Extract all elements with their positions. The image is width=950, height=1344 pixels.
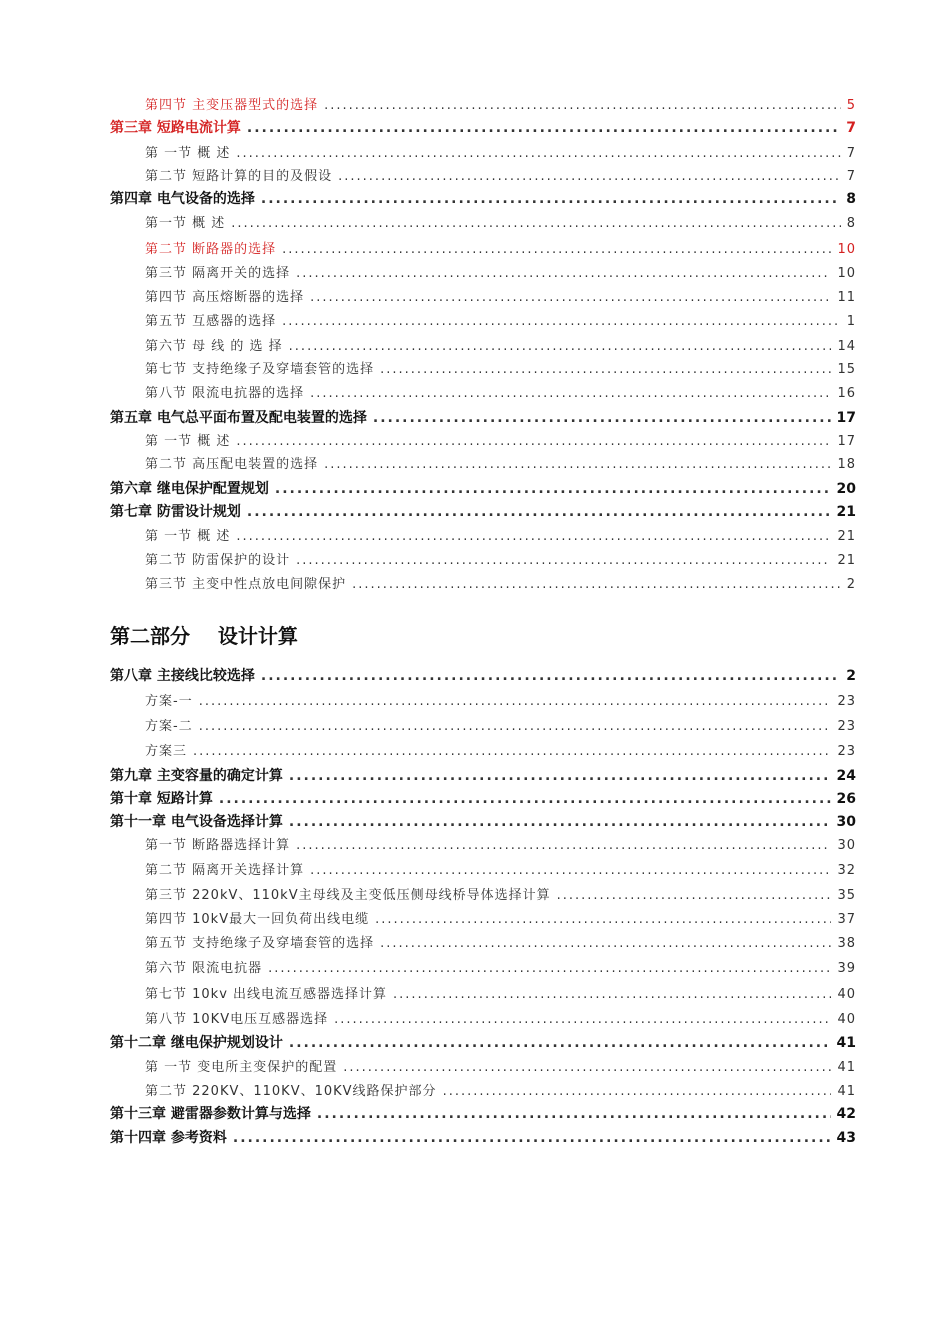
dot-leader (373, 410, 831, 426)
toc-page-number: 26 (836, 791, 856, 807)
dot-leader (310, 386, 831, 401)
toc-page-number: 7 (846, 120, 856, 136)
toc-page-number: 20 (836, 481, 856, 497)
toc-page-number: 41 (836, 1035, 856, 1051)
toc-entry[interactable] (110, 188, 856, 208)
toc-entry-label: 第六章 继电保护配置规划 (110, 481, 269, 497)
dot-leader (296, 838, 831, 853)
toc-page-number: 8 (846, 191, 856, 207)
toc-page-number: 39 (837, 961, 856, 976)
toc-entry[interactable] (145, 358, 856, 377)
toc-page-number: 24 (836, 768, 856, 784)
toc-page-number: 21 (837, 553, 856, 568)
toc-page-number: 41 (837, 1084, 856, 1099)
toc-entry-label: 第十四章 参考资料 (110, 1130, 227, 1146)
part-title: 第二部分 设计计算 (110, 624, 298, 648)
toc-page-number: 23 (837, 694, 856, 709)
toc-entry-label: 方案-二 (145, 719, 193, 734)
dot-leader (296, 553, 831, 568)
toc-entry[interactable] (145, 94, 856, 113)
toc-entry[interactable] (145, 884, 856, 903)
toc-entry-label: 第四节 主变压器型式的选择 (145, 98, 319, 113)
toc-entry[interactable] (110, 1103, 856, 1123)
toc-entry-label: 第三节 隔离开关的选择 (145, 266, 291, 281)
dot-leader (310, 863, 831, 878)
toc-entry[interactable] (145, 932, 856, 951)
toc-entry[interactable] (145, 859, 856, 878)
toc-entry-label: 第 一节 概 述 (145, 146, 231, 161)
toc-entry[interactable] (110, 788, 856, 808)
dot-leader (268, 961, 831, 976)
dot-leader (236, 434, 831, 449)
dot-leader (443, 1084, 832, 1099)
toc-page-number: 5 (846, 98, 856, 113)
toc-entry[interactable] (145, 549, 856, 568)
dot-leader (375, 912, 831, 927)
dot-leader (343, 1060, 831, 1075)
toc-page-number: 41 (837, 1060, 856, 1075)
dot-leader (338, 169, 841, 184)
dot-leader (289, 814, 831, 830)
dot-leader (324, 457, 831, 472)
toc-entry-label: 第一节 概 述 (145, 216, 226, 231)
toc-entry-label: 第十一章 电气设备选择计算 (110, 814, 283, 830)
toc-page-number: 8 (846, 216, 856, 231)
toc-entry[interactable] (145, 430, 856, 449)
toc-page-number: 38 (837, 936, 856, 951)
dot-leader (557, 888, 832, 903)
toc-entry-label: 第三节 主变中性点放电间隙保护 (145, 577, 347, 592)
toc-entry[interactable] (145, 983, 856, 1002)
toc-entry[interactable] (145, 834, 856, 853)
dot-leader (231, 216, 840, 231)
dot-leader (352, 577, 841, 592)
dot-leader (289, 339, 832, 354)
toc-entry[interactable] (145, 525, 856, 544)
toc-page-number: 18 (837, 457, 856, 472)
toc-entry[interactable] (110, 1032, 856, 1052)
toc-page-number: 10 (837, 242, 856, 257)
toc-page-number: 35 (837, 888, 856, 903)
toc-page-number: 23 (837, 744, 856, 759)
toc-entry[interactable] (145, 573, 856, 592)
toc-page-number: 2 (846, 668, 856, 684)
toc-page-number: 1 (846, 314, 856, 329)
toc-page-number: 16 (837, 386, 856, 401)
toc-page-number: 40 (837, 1012, 856, 1027)
toc-entry-label: 第二节 防雷保护的设计 (145, 553, 291, 568)
dot-leader (393, 987, 831, 1002)
dot-leader (289, 1035, 831, 1051)
dot-leader (296, 266, 831, 281)
toc-entry[interactable] (145, 908, 856, 927)
toc-entry[interactable] (145, 212, 856, 231)
dot-leader (236, 146, 840, 161)
toc-entry[interactable] (145, 142, 856, 161)
toc-entry[interactable] (145, 690, 856, 709)
toc-entry-label: 第七节 10kv 出线电流互感器选择计算 (145, 987, 388, 1002)
toc-page-number: 37 (837, 912, 856, 927)
toc-page-number: 32 (837, 863, 856, 878)
toc-entry[interactable] (110, 1127, 856, 1147)
toc-entry-label: 第二节 隔离开关选择计算 (145, 863, 305, 878)
dot-leader (193, 744, 831, 759)
toc-page-number: 23 (837, 719, 856, 734)
dot-leader (236, 529, 831, 544)
dot-leader (261, 668, 840, 684)
toc-entry-label: 第四章 电气设备的选择 (110, 191, 255, 207)
dot-leader (199, 719, 832, 734)
toc-entry-label: 第八章 主接线比较选择 (110, 668, 255, 684)
dot-leader (282, 242, 831, 257)
toc-entry-label: 第六节 母 线 的 选 择 (145, 339, 283, 354)
toc-entry-label: 第七章 防雷设计规划 (110, 504, 241, 520)
dot-leader (233, 1130, 831, 1146)
dot-leader (219, 791, 831, 807)
toc-entry[interactable] (145, 1056, 856, 1075)
toc-page-number: 42 (836, 1106, 856, 1122)
toc-page-number: 30 (837, 838, 856, 853)
toc-page-number: 21 (837, 529, 856, 544)
dot-leader (199, 694, 832, 709)
toc-entry[interactable] (110, 665, 856, 685)
toc-entry-label: 第五节 支持绝缘子及穿墙套管的选择 (145, 936, 375, 951)
toc-page-number: 17 (836, 410, 856, 426)
toc-entry[interactable] (145, 382, 856, 401)
toc-entry-label: 第二节 断路器的选择 (145, 242, 277, 257)
dot-leader (380, 936, 831, 951)
toc-entry-label: 第十章 短路计算 (110, 791, 213, 807)
toc-entry-label: 第十二章 继电保护规划设计 (110, 1035, 283, 1051)
toc-entry-label: 第五章 电气总平面布置及配电装置的选择 (110, 410, 367, 426)
toc-entry[interactable] (145, 1080, 856, 1099)
toc-page-number: 30 (836, 814, 856, 830)
dot-leader (282, 314, 841, 329)
toc-entry[interactable] (145, 165, 856, 184)
toc-entry-label: 第二节 220KV、110KV、10KV线路保护部分 (145, 1084, 437, 1099)
toc-entry[interactable] (145, 740, 856, 759)
toc-entry[interactable] (145, 238, 856, 257)
toc-entry[interactable] (145, 262, 856, 281)
toc-entry-label: 方案-一 (145, 694, 193, 709)
toc-entry-label: 第四节 10kV最大一回负荷出线电缆 (145, 912, 370, 927)
toc-entry-label: 第 一节 变电所主变保护的配置 (145, 1060, 338, 1075)
toc-page-number: 14 (837, 339, 856, 354)
toc-entry-label: 第五节 互感器的选择 (145, 314, 277, 329)
toc-entry-label: 第 一节 概 述 (145, 434, 231, 449)
toc-entry-label: 第三章 短路电流计算 (110, 120, 241, 136)
toc-entry[interactable] (145, 335, 856, 354)
dot-leader (247, 504, 831, 520)
toc-entry-label: 第八节 10KV电压互感器选择 (145, 1012, 329, 1027)
toc-entry-label: 第六节 限流电抗器 (145, 961, 263, 976)
toc-entry-label: 方案三 (145, 744, 188, 759)
toc-entry[interactable] (145, 310, 856, 329)
dot-leader (261, 191, 840, 207)
toc-page-number: 11 (837, 290, 856, 305)
toc-entry-label: 第 一节 概 述 (145, 529, 231, 544)
toc-entry[interactable] (110, 501, 856, 521)
toc-entry-label: 第八节 限流电抗器的选择 (145, 386, 305, 401)
toc-entry[interactable] (110, 407, 856, 427)
toc-entry-label: 第七节 支持绝缘子及穿墙套管的选择 (145, 362, 375, 377)
toc-entry[interactable] (110, 765, 856, 785)
dot-leader (275, 481, 831, 497)
toc-entry[interactable] (110, 811, 856, 831)
toc-page-number: 43 (836, 1130, 856, 1146)
toc-entry[interactable] (145, 453, 856, 472)
toc-entry-label: 第二节 高压配电装置的选择 (145, 457, 319, 472)
toc-entry[interactable] (145, 286, 856, 305)
toc-entry[interactable] (145, 957, 856, 976)
toc-page-number: 21 (836, 504, 856, 520)
toc-page-number: 10 (837, 266, 856, 281)
toc-page-number: 7 (846, 169, 856, 184)
dot-leader (324, 98, 841, 113)
toc-entry[interactable] (110, 478, 856, 498)
dot-leader (317, 1106, 831, 1122)
toc-entry-label: 第一节 断路器选择计算 (145, 838, 291, 853)
toc-entry-label: 第四节 高压熔断器的选择 (145, 290, 305, 305)
dot-leader (380, 362, 831, 377)
dot-leader (289, 768, 831, 784)
toc-page-number: 2 (846, 577, 856, 592)
toc-page-number: 7 (846, 146, 856, 161)
toc-entry-label: 第二节 短路计算的目的及假设 (145, 169, 333, 184)
toc-page-number: 15 (837, 362, 856, 377)
toc-page-number: 17 (837, 434, 856, 449)
toc-entry-label: 第十三章 避雷器参数计算与选择 (110, 1106, 311, 1122)
toc-page-number: 40 (837, 987, 856, 1002)
toc-entry-label: 第三节 220kV、110kV主母线及主变低压侧母线桥导体选择计算 (145, 888, 551, 903)
toc-entry[interactable] (110, 117, 856, 137)
toc-entry[interactable] (145, 715, 856, 734)
toc-entry-label: 第九章 主变容量的确定计算 (110, 768, 283, 784)
toc-entry[interactable] (145, 1008, 856, 1027)
dot-leader (334, 1012, 831, 1027)
dot-leader (247, 120, 840, 136)
dot-leader (310, 290, 831, 305)
